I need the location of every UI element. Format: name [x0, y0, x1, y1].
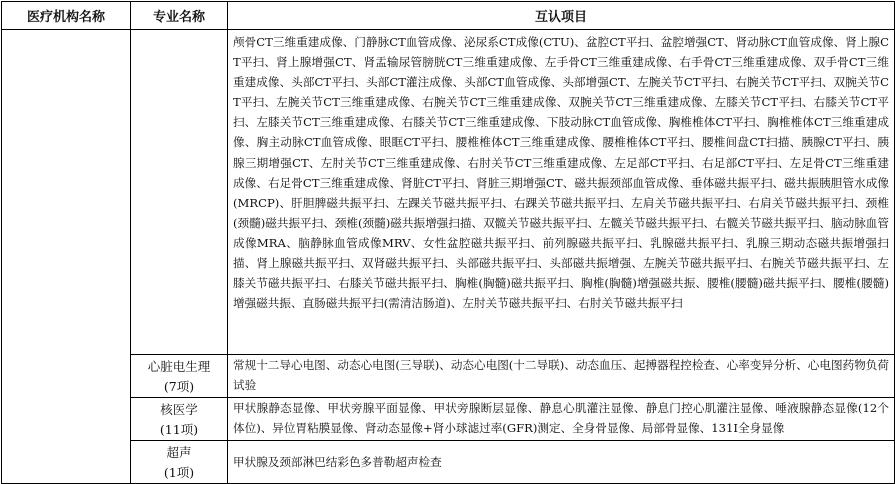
specialty-cell — [131, 441, 228, 484]
items-cell: 甲状腺及颈部淋巴结彩色多普勒超声检查 — [228, 441, 895, 484]
table-row — [2, 355, 895, 398]
header-institution: 医疗机构名称 — [2, 2, 131, 30]
specialty-name: 超声 — [166, 445, 192, 460]
items-cell: 甲状腺静态显像、甲状旁腺平面显像、甲状旁腺断层显像、静息心肌灌注显像、静息门控心肌灌注显像、唾液腺静态显像(12个体位)、异位胃粘膜显像、肾动态显像+肾小球滤过率(GFR)测定、全身骨显像、局部骨显像、131I全身显像 — [228, 398, 895, 441]
specialty-cell — [131, 30, 228, 355]
specialty-cell — [131, 398, 228, 441]
table-row — [2, 441, 895, 484]
specialty-count: (7项) — [163, 379, 195, 394]
specialty-name: 核医学 — [160, 402, 198, 417]
table-row — [2, 398, 895, 441]
specialty-count: (1项) — [163, 465, 195, 480]
items-cell: 常规十二导心电图、动态心电图(三导联)、动态心电图(十二导联)、动态血压、起搏器程控检查、心率变异分析、心电图药物负荷试验 — [228, 355, 895, 398]
specialty-name: 心脏电生理 — [147, 359, 211, 374]
table-header-row — [2, 2, 895, 30]
specialty-count: (11项) — [159, 422, 199, 437]
mutual-recognition-table — [1, 1, 895, 484]
items-cell: 颅骨CT三维重建成像、门静脉CT血管成像、泌尿系CT成像(CTU)、盆腔CT平扫、盆腔增强CT、肾动脉CT血管成像、肾上腺CT平扫、肾上腺增强CT、肾盂输尿管膀胱CT三维重建成像、左手骨CT三维重建成像、右手骨CT三维重建成像、双手骨CT三维重建成像、头部CT平扫、头部CT灌注成像、头部CT血管成像、头部增强CT、左腕关节CT平扫、右腕关节CT平扫、双腕关节CT平扫、左腕关节CT三维重建成像、右腕关节CT三维重建成像、双腕关节CT三维重建成像、左膝关节CT平扫、右膝关节CT平扫、左膝关节CT三维重建成像、右膝关节CT三维重建成像、下肢动脉CT血管成像、胸椎椎体CT平扫、胸椎椎体CT三维重建成像、胸主动脉CT血管成像、眼眶CT平扫、腰椎椎体CT三维重建成像、腰椎椎体CT平扫、腰椎间盘CT扫描、胰腺CT平扫、胰腺三期增强CT、左肘关节CT三维重建成像、右肘关节CT三维重建成像、左足部CT平扫、右足部CT平扫、左足骨CT三维重建成像、右足骨CT三维重建成像、肾脏CT平扫、肾脏三期增强CT、磁共振颈部血管成像、垂体磁共振平扫、磁共振胰胆管水成像(MRCP)、肝胆脾磁共振平扫、左踝关节磁共振平扫、右踝关节磁共振平扫、左肩关节磁共振平扫、右肩关节磁共振平扫、颈椎(颈髓)磁共振平扫、颈椎(颈髓)磁共振增强扫描、双髋关节磁共振平扫、左髋关节磁共振平扫、右髋关节磁共振平扫、脑动脉血管成像MRA、脑静脉血管成像MRV、女性盆腔磁共振平扫、前列腺磁共振平扫、乳腺磁共振平扫、乳腺三期动态磁共振增强扫描、肾上腺磁共振平扫、双肾磁共振平扫、头部磁共振平扫、头部磁共振增强、左腕关节磁共振平扫、右腕关节磁共振平扫、左膝关节磁共振平扫、右膝关节磁共振平扫、胸椎(胸髓)磁共振平扫、胸椎(胸髓)增强磁共振、腰椎(腰髓)磁共振平扫、腰椎(腰髓)增强磁共振、直肠磁共振平扫(需清洁肠道)、左肘关节磁共振平扫、右肘关节磁共振平扫 — [228, 30, 895, 355]
institution-cell — [2, 30, 131, 484]
table-row — [2, 30, 895, 355]
header-specialty: 专业名称 — [131, 2, 228, 30]
specialty-cell — [131, 355, 228, 398]
header-items: 互认项目 — [228, 2, 895, 30]
